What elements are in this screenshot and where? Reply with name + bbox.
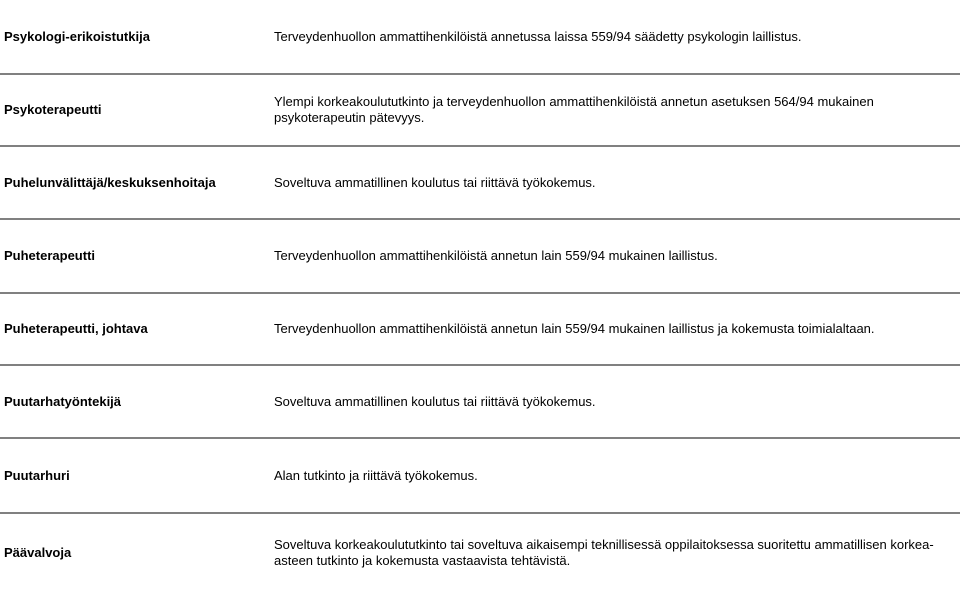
job-requirements: Terveydenhuollon ammattihenkilöistä annetussa laissa 559/94 säädetty psykologin laillistus. [274,28,802,44]
job-title: Puheterapeutti, johtava [4,321,148,336]
table-row [0,366,960,439]
job-requirements: Terveydenhuollon ammattihenkilöistä annetun lain 559/94 mukainen laillistus ja kokemusta toimialaltaan. [274,321,875,336]
table-row [0,439,960,514]
table-row [0,514,960,591]
job-requirements: Soveltuva ammatillinen koulutus tai riittävä työkokemus. [274,174,596,190]
job-requirements: Alan tutkinto ja riittävä työkokemus. [274,467,478,483]
job-title: Psykologi-erikoistutkija [4,28,150,44]
table-row [0,147,960,220]
table-row [0,0,960,75]
table-row [0,294,960,366]
job-requirements: Ylempi korkeakoulututkinto ja terveydenhuollon ammattihenkilöistä annetun asetuksen 564/94 mukainen psykoterapeutin pätevyys. [274,94,874,125]
job-title: Päävalvoja [4,544,72,560]
table-row [0,75,960,147]
job-requirements: Terveydenhuollon ammattihenkilöistä annetun lain 559/94 mukainen laillistus. [274,248,718,263]
job-title: Psykoterapeutti [4,102,102,117]
job-title: Puhelunvälittäjä/keskuksenhoitaja [4,174,216,190]
table-row [0,220,960,294]
job-requirements: Soveltuva ammatillinen koulutus tai riittävä työkokemus. [274,393,596,409]
job-title: Puutarhatyöntekijä [4,393,122,409]
job-requirements: Soveltuva korkeakoulututkinto tai soveltuva aikaisempi teknillisessä oppilaitoksessa suoritettu ammatillisen korkea-asteen tutkinto ja kokemusta vastaavista tehtävistä. [274,536,934,568]
job-title: Puutarhuri [4,467,70,483]
job-title: Puheterapeutti [4,248,96,263]
